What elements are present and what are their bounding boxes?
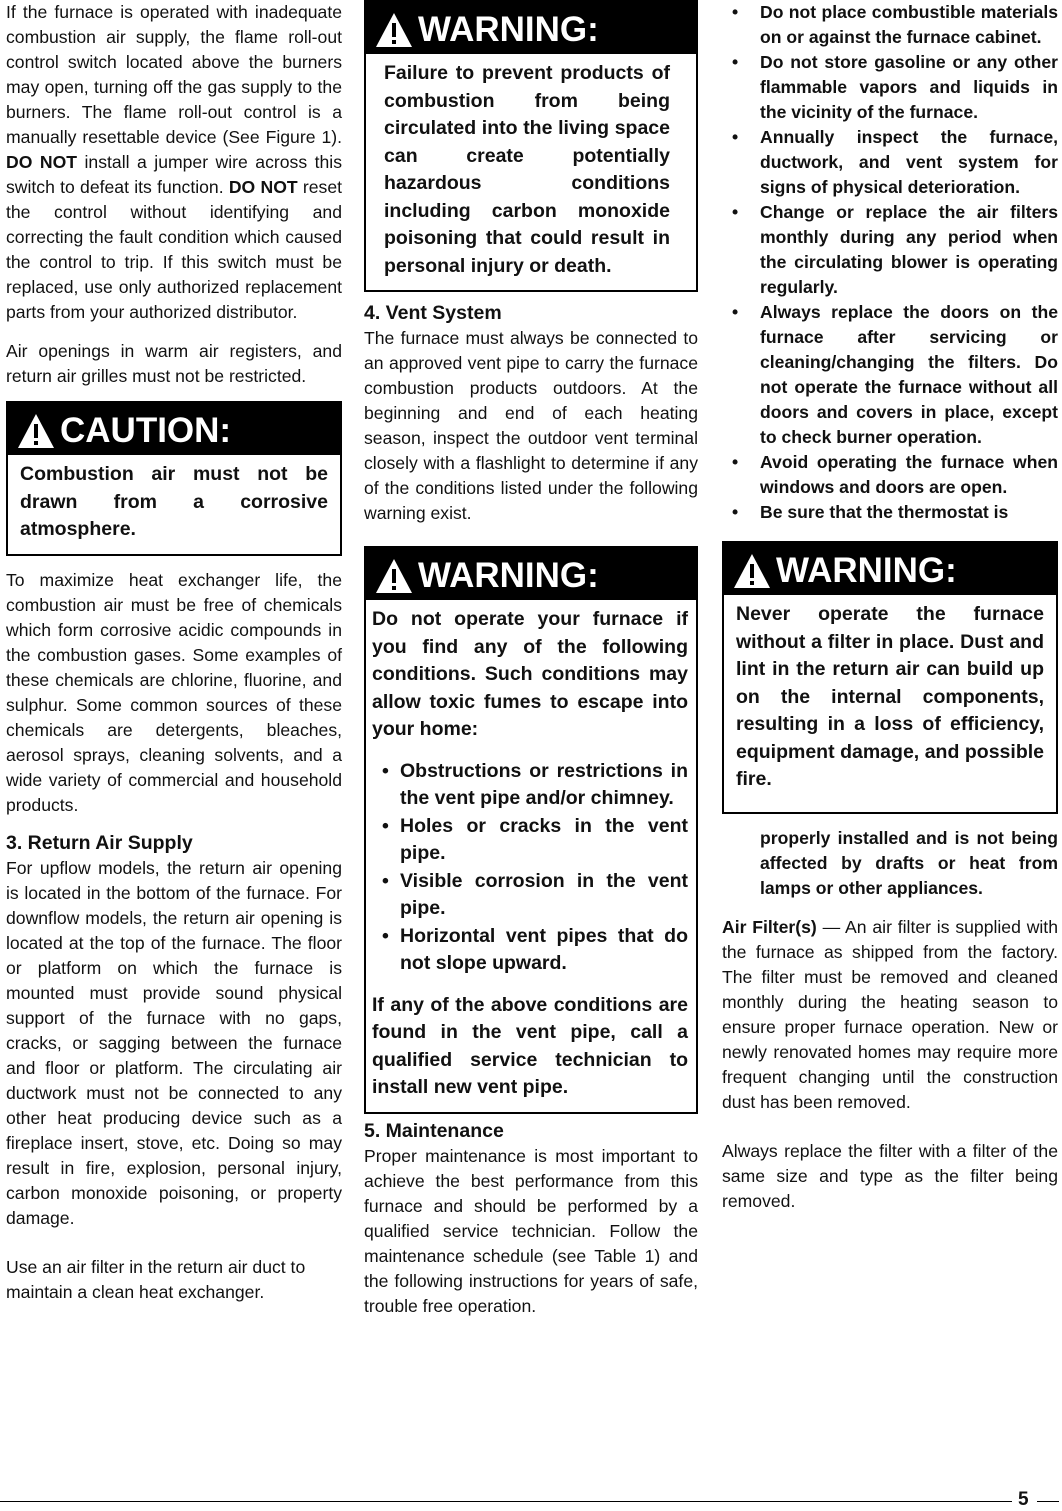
column-middle (364, 0, 698, 1319)
warning-box-filter (722, 541, 1058, 814)
warning-header-3 (724, 543, 1056, 595)
air-filter-paragraph (722, 915, 1058, 1115)
list-item: • Do not place combustible materials on or against the furnace cabinet. (760, 0, 1058, 50)
replace-filter-paragraph: Always replace the filter with a filter of the same size and type as the filter being removed. (722, 1140, 1058, 1211)
air-openings-paragraph: Air openings in warm air registers, and return air grilles must not be restricted. (6, 341, 342, 386)
list-item: • Do not store gasoline or any other flammable vapors and liquids in the vicinity of the furnace. (760, 50, 1058, 125)
warning-title-1: WARNING: (418, 10, 599, 49)
heat-exchanger-paragraph: To maximize heat exchanger life, the combustion air must be free of chemicals which form corrosive acidic compounds in the combustion gases. Some examples of these chemicals are chlorine, fluorine, and sulphur. Some common sources of these chemicals are detergents, bleaches, aerosol sprays, cleaning solvents, and a wide variety of commercial and household products. (6, 569, 342, 815)
caution-body: Combustion air must not be drawn from a corrosive atmosphere. (20, 463, 328, 540)
warning-triangle-icon (732, 552, 772, 590)
air-filter-use-paragraph: Use an air filter in the return air duct to maintain a clean heat exchanger. (6, 1256, 306, 1302)
list-item: • Visible corrosion in the vent pipe. (400, 868, 688, 923)
safety-bullet-list (722, 0, 1058, 525)
warning-header-2 (366, 548, 696, 600)
warning-box-vent (364, 546, 698, 1114)
warning-title-3: WARNING: (776, 551, 957, 590)
column-right (722, 0, 1058, 1214)
air-filter-text: — An air filter is supplied with the furnace as shipped from the factory. The filter must be removed and cleaned monthly during the heating season to ensure proper furnace operation. New or newly renovated homes may require more frequent changing until the construction dust has been removed. (722, 916, 1058, 1112)
do-not-emphasis: DO NOT (6, 152, 78, 172)
list-item: • Annually inspect the furnace, ductwork, and vent system for signs of physical deterioration. (760, 125, 1058, 200)
caution-header (8, 403, 340, 455)
warning-outro: If any of the above conditions are found in the vent pipe, call a qualified service technician to install new vent pipe. (372, 993, 688, 1098)
rollout-text-a: If the furnace is operated with inadequate combustion air supply, the flame roll-out control switch located above the burners may open, turning off the gas supply to the burners. The flame roll-out control is a manually resettable device (See Figure 1). (6, 2, 342, 147)
vent-paragraph: The furnace must always be connected to an approved vent pipe to carry the furnace combustion products outdoors. At the beginning and end of each heating season, inspect the outdoor vent terminal closely with a flashlight to determine if any of the conditions listed under the following warning exist. (364, 328, 698, 523)
list-item: • Holes or cracks in the vent pipe. (400, 813, 688, 868)
air-filter-label: Air Filter(s) (722, 916, 817, 937)
section-heading-maintenance: 5. Maintenance (364, 1119, 504, 1142)
warning-body-2 (366, 600, 696, 1112)
warning-intro: Do not operate your furnace if you find any of the following conditions. Such conditions may allow toxic fumes to escape into your home: (372, 608, 688, 740)
warning-triangle-icon (374, 557, 414, 595)
warning-triangle-icon (374, 11, 414, 49)
list-item: • Obstructions or restrictions in the vent pipe and/or chimney. (400, 758, 688, 813)
section-heading-return-air: 3. Return Air Supply (6, 831, 193, 854)
footer-rule (0, 1501, 1012, 1502)
footer-rule-right (1037, 1501, 1059, 1502)
return-air-paragraph: For upflow models, the return air opening is located in the bottom of the furnace. For downflow models, the return air opening is located at the top of the furnace. The floor or platform on which the furnace is mounted must provide sound physical support of the furnace with no gaps, cracks, or sagging between the furnace and floor or platform. The circulating air ductwork must not be connected to any other heat producing device such as a fireplace insert, stove, etc. Doing so may result in fire, explosion, personal injury, carbon monoxide poisoning, or property damage. (6, 857, 342, 1228)
warning-body-1: Failure to prevent products of combustion from being circulated into the living space can create potentially hazardous conditions including carbon monoxide poisoning that could result in personal injury or death. (384, 62, 670, 277)
section-heading-vent: 4. Vent System (364, 302, 502, 324)
caution-box (6, 401, 342, 556)
list-item: • Be sure that the thermostat is (760, 500, 1058, 525)
warning-title-2: WARNING: (418, 556, 599, 595)
rollout-text-c: install a jumper wire across this switch to defeat its function. (6, 152, 343, 197)
warning-header-1 (366, 2, 696, 54)
caution-title: CAUTION: (60, 411, 232, 450)
warning-box-combustion (364, 0, 698, 292)
list-item: • Always replace the doors on the furnace after servicing or cleaning/changing the filters. Do not operate the furnace without all doors and covers in place, except to check burner operation. (760, 300, 1058, 450)
rollout-paragraph (6, 0, 342, 325)
warning-body-3: Never operate the furnace without a filter in place. Dust and lint in the return air can build up on the internal components, resulting in a loss of efficiency, equipment damage, and possible fire. (736, 603, 1044, 790)
column-left (6, 0, 342, 1305)
page-number: 5 (1018, 1489, 1029, 1510)
maintenance-paragraph: Proper maintenance is most important to achieve the best performance from this furnace and should be performed by a qualified service technician. Follow the maintenance schedule (see Table 1) and the following instructions for years of safe, trouble free operation. (364, 1145, 698, 1316)
warning-triangle-icon (16, 412, 56, 450)
list-item: • Avoid operating the furnace when windows and doors are open. (760, 450, 1058, 500)
rollout-text-d: reset the control without identifying and correcting the fault condition which caused the control to trip. If this switch must be replaced, use only authorized replacement parts from your authorized distributor. (6, 177, 342, 322)
vent-conditions-list (372, 758, 688, 978)
thermostat-bullet-continued: properly installed and is not being affected by drafts or heat from lamps or other appliances. (760, 827, 1058, 898)
list-item: • Horizontal vent pipes that do not slope upward. (400, 923, 688, 978)
list-item: • Change or replace the air filters monthly during any period when the circulating blower is operating regularly. (760, 200, 1058, 300)
do-not-emphasis-2: DO NOT (228, 177, 298, 197)
